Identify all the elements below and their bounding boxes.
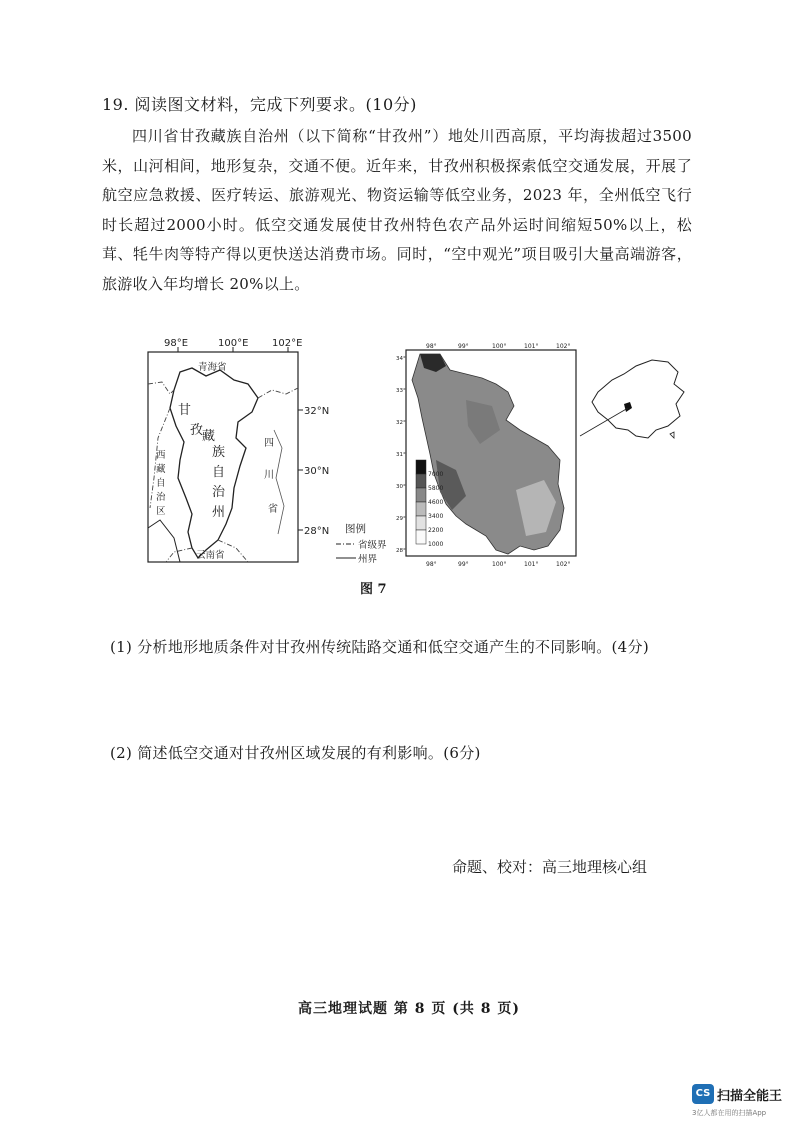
legend-provincial: 省级界 <box>358 540 387 551</box>
svg-text:99°: 99° <box>458 561 469 568</box>
svg-text:98°: 98° <box>426 343 437 350</box>
svg-text:102°: 102° <box>556 343 571 350</box>
svg-text:藏: 藏 <box>202 429 216 444</box>
legend-title: 图例 <box>345 523 366 535</box>
camscanner-logo-icon: CS <box>692 1084 714 1104</box>
svg-text:31°: 31° <box>396 452 406 458</box>
lat-label-32: 32°N <box>304 406 330 417</box>
lon-label-102: 102°E <box>272 338 303 349</box>
lon-label-100: 100°E <box>218 338 249 349</box>
svg-text:甘: 甘 <box>178 403 192 418</box>
china-inset-map <box>576 352 696 452</box>
page-footer: 高三地理试题 第 8 页 (共 8 页) <box>298 1001 520 1017</box>
left-map <box>140 338 387 574</box>
elev-legend-4600: 4600 <box>428 499 444 506</box>
question-paragraph: 四川省甘孜藏族自治州（以下简称“甘孜州”）地处川西高原，平均海拔超过3500米，山河相间，地形复杂，交通不便。近年来，甘孜州积极探索低空交通发展，开展了航空应急救援、医疗转运、旅游观光、物资运输等低空业务，2023 年，全州低空飞行时长超过2000小时。低空交通发展使甘孜州特色农产品外运时间缩短50%以上，松茸、牦牛肉等特产得以更快送达消费市场。同时，“空中观光”项目吸引大量高端游客，旅游收入年均增长 20%以上。 <box>102 127 692 293</box>
elev-legend-3400: 3400 <box>428 513 444 520</box>
elev-legend-2200: 2200 <box>428 527 444 534</box>
camscanner-tagline: 3亿人都在用的扫描App <box>692 1109 767 1117</box>
elev-legend-7000: 7000 <box>428 471 444 478</box>
svg-text:99°: 99° <box>458 343 469 350</box>
svg-text:100°: 100° <box>492 561 507 568</box>
sub-question-1: (1) 分析地形地质条件对甘孜州传统陆路交通和低空交通产生的不同影响。(4分) <box>110 638 649 656</box>
lat-label-30: 30°N <box>304 466 330 477</box>
svg-text:28°: 28° <box>396 548 406 554</box>
legend-prefectural: 州界 <box>358 554 378 565</box>
svg-text:区: 区 <box>156 506 166 517</box>
ganzi-boundary <box>170 368 258 558</box>
svg-text:34°: 34° <box>396 356 406 362</box>
svg-text:101°: 101° <box>524 343 539 350</box>
svg-text:33°: 33° <box>396 388 406 394</box>
svg-text:32°: 32° <box>396 420 406 426</box>
credit-line: 命题、校对：高三地理核心组 <box>452 858 648 876</box>
svg-text:自: 自 <box>212 465 226 480</box>
svg-text:四: 四 <box>264 438 274 449</box>
svg-text:省: 省 <box>268 504 278 515</box>
svg-text:102°: 102° <box>556 561 571 568</box>
svg-text:98°: 98° <box>426 561 437 568</box>
svg-text:30°: 30° <box>396 484 406 490</box>
svg-text:族: 族 <box>212 445 226 460</box>
sub-question-2: (2) 简述低空交通对甘孜州区域发展的有利影响。(6分) <box>110 744 481 762</box>
svg-text:西: 西 <box>156 450 166 461</box>
lat-label-28: 28°N <box>304 526 330 537</box>
svg-text:治: 治 <box>156 492 166 503</box>
svg-text:治: 治 <box>212 485 226 500</box>
svg-text:100°: 100° <box>492 343 507 350</box>
svg-text:州: 州 <box>212 505 226 520</box>
svg-text:孜: 孜 <box>190 423 204 438</box>
svg-text:自: 自 <box>156 478 166 489</box>
elev-legend-1000: 1000 <box>428 541 444 548</box>
svg-text:藏: 藏 <box>156 464 166 475</box>
lon-label-98: 98°E <box>164 338 189 349</box>
camscanner-name: 扫描全能王 <box>717 1089 783 1104</box>
label-qinghai: 青海省 <box>198 362 227 373</box>
right-map <box>396 340 582 570</box>
elev-legend-5800: 5800 <box>428 485 444 492</box>
svg-text:101°: 101° <box>524 561 539 568</box>
figure-caption: 图 7 <box>360 582 387 597</box>
svg-text:川: 川 <box>264 470 274 481</box>
question-title: 19. 阅读图文材料，完成下列要求。(10分) <box>102 95 417 114</box>
label-yunnan: 云南省 <box>196 550 225 561</box>
svg-text:29°: 29° <box>396 516 406 522</box>
